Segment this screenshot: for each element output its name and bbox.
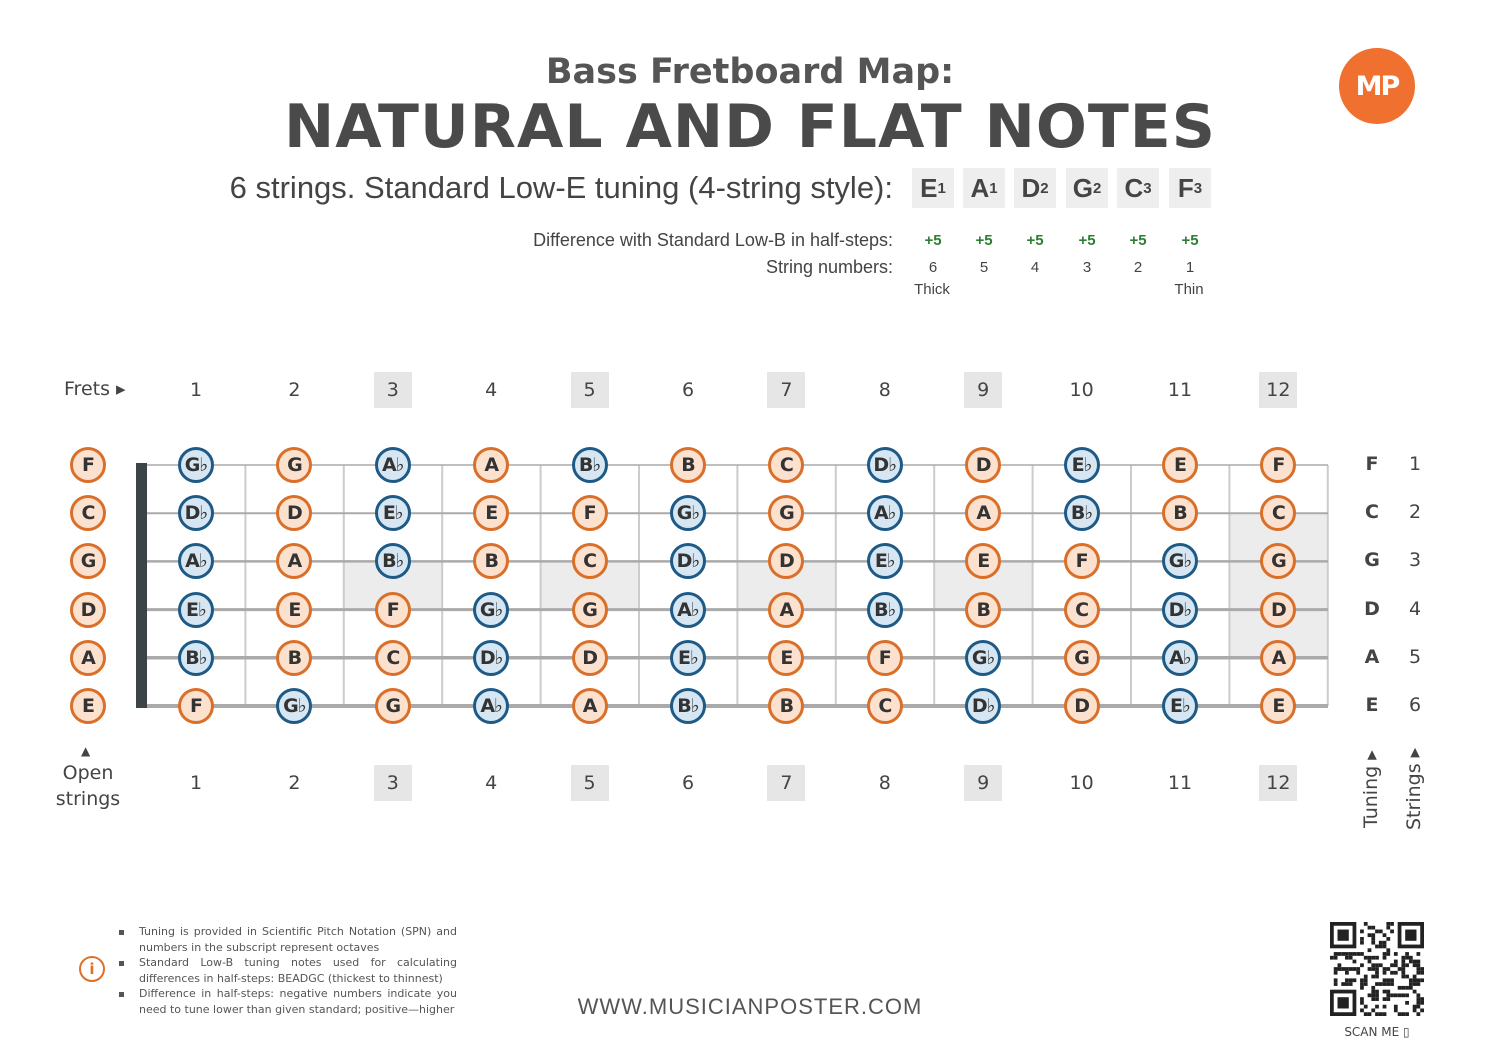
note-marker[interactable]: D [1260,592,1296,628]
note-marker[interactable]: E♭ [867,543,903,579]
page-title: NATURAL AND FLAT NOTES [284,92,1216,162]
note-marker[interactable]: D [276,495,312,531]
string-number-label: 4 [1408,597,1422,620]
note-marker[interactable]: A [276,543,312,579]
fret-number: 3 [374,372,412,408]
note-marker[interactable]: G [1064,640,1100,676]
note-marker[interactable]: G [572,592,608,628]
note-marker[interactable]: C [1260,495,1296,531]
note-marker[interactable]: C [375,640,411,676]
fret-number: 6 [681,772,695,794]
string-number: 5 [979,259,989,276]
note-marker[interactable]: A♭ [473,688,509,724]
double-inlay-12 [1229,513,1328,658]
fret-number: 11 [1167,772,1193,794]
note-marker[interactable]: A [572,688,608,724]
note-marker[interactable]: D♭ [867,447,903,483]
note-marker[interactable]: G [768,495,804,531]
open-label-line2: strings [55,788,121,810]
fret-number: 1 [189,772,203,794]
note-marker[interactable]: B♭ [375,543,411,579]
note-marker[interactable]: G♭ [1162,543,1198,579]
footer-note-item: Difference in half-steps: negative numbers indicate you need to tune lower than given standard; positive—higher [117,986,457,1017]
note-marker[interactable]: E♭ [670,640,706,676]
halfstep-diff: +5 [1181,232,1199,249]
note-marker[interactable]: F [867,640,903,676]
note-marker[interactable]: A [1260,640,1296,676]
note-marker[interactable]: E [276,592,312,628]
fret-number: 4 [485,772,498,794]
open-string-note[interactable]: D [70,592,106,628]
tuning-note-octave: 2 [1092,179,1102,197]
string-number-label: 3 [1408,549,1422,572]
fret-number: 6 [681,379,695,401]
note-marker[interactable]: G [276,447,312,483]
fret-number: 1 [189,379,203,401]
fret-number: 7 [767,765,805,801]
halfstep-diff: +5 [1078,232,1096,249]
tuning-label: 6 strings. Standard Low-E tuning (4-string style): [229,170,893,205]
note-marker[interactable]: E [1162,447,1198,483]
thick-label: Thick [914,281,950,298]
strings-vertical-label: Strings ▸ [1403,747,1425,830]
note-marker[interactable]: B♭ [867,592,903,628]
tuning-note-octave: 3 [1193,179,1203,197]
note-marker[interactable]: G [375,688,411,724]
string-tuning-label: A [1364,645,1380,668]
note-marker[interactable]: A [965,495,1001,531]
subtitle: Bass Fretboard Map: [545,52,955,92]
string-numbers-label: String numbers: [765,257,893,277]
fret-number: 4 [485,379,498,401]
note-marker[interactable]: A♭ [178,543,214,579]
fret-number: 9 [964,765,1002,801]
tuning-note-letter: D [1021,172,1041,203]
qr-code-icon[interactable] [1330,922,1424,1016]
note-marker[interactable]: C [572,543,608,579]
string-number: 2 [1133,259,1143,276]
note-marker[interactable]: E [965,543,1001,579]
note-marker[interactable]: A♭ [670,592,706,628]
tuning-note-octave: 1 [989,179,998,197]
note-marker[interactable]: A♭ [867,495,903,531]
note-marker[interactable]: B♭ [1064,495,1100,531]
note-marker[interactable]: D♭ [1162,592,1198,628]
string-tuning-label: E [1365,694,1379,716]
thin-label: Thin [1174,281,1204,298]
string-tuning-label: F [1365,453,1379,475]
note-marker[interactable]: B♭ [572,447,608,483]
tuning-vertical-label: Tuning ▸ [1360,750,1382,828]
open-string-note[interactable]: A [70,640,106,676]
note-marker[interactable]: E♭ [1162,688,1198,724]
open-strings-arrow-icon: ▲ [81,744,91,758]
tuning-note-octave: 3 [1143,179,1152,197]
note-marker[interactable]: C [867,688,903,724]
fret-number: 8 [878,772,891,794]
tuning-note-letter: G [1072,172,1093,203]
note-marker[interactable]: D [965,447,1001,483]
logo[interactable]: MP [1339,48,1415,124]
note-marker[interactable]: E♭ [178,592,214,628]
fret-number: 11 [1167,379,1193,401]
note-marker[interactable]: D♭ [178,495,214,531]
note-marker[interactable]: A♭ [375,447,411,483]
note-marker[interactable]: E [1260,688,1296,724]
fret-number: 8 [878,379,891,401]
note-marker[interactable]: E [473,495,509,531]
note-marker[interactable]: D [1064,688,1100,724]
note-marker[interactable]: B [670,447,706,483]
scan-me-label: SCAN ME ▯ [1344,1025,1410,1039]
fret-number: 3 [374,765,412,801]
info-icon: i [79,956,105,982]
note-marker[interactable]: A [768,592,804,628]
string-tuning-label: D [1364,597,1380,620]
note-marker[interactable]: C [1064,592,1100,628]
note-marker[interactable]: B♭ [670,688,706,724]
fret-number: 10 [1069,772,1094,794]
difference-label: Difference with Standard Low-B in half-steps: [533,230,893,250]
note-marker[interactable]: F [1260,447,1296,483]
note-marker[interactable]: D [572,640,608,676]
note-marker[interactable]: D♭ [473,640,509,676]
string-number-label: 1 [1408,453,1422,475]
footer-note-item: Standard Low-B tuning notes used for calculating differences in half-steps: BEADGC (thickest to thinnest) [117,955,457,986]
note-marker[interactable]: E♭ [375,495,411,531]
fret-number: 12 [1259,765,1297,801]
tuning-note-letter: A [970,172,990,203]
note-marker[interactable]: F [572,495,608,531]
note-marker[interactable]: G [1260,543,1296,579]
tuning-note-octave: 1 [937,179,946,197]
string-number-label: 5 [1408,645,1422,668]
footer-note-item: Tuning is provided in Scientific Pitch Notation (SPN) and numbers in the subscript represent octaves [117,924,457,955]
frets-label: Frets ▸ [64,378,126,400]
note-marker[interactable]: D♭ [965,688,1001,724]
fret-number: 10 [1069,379,1094,401]
note-marker[interactable]: G♭ [965,640,1001,676]
open-string-note[interactable]: F [70,447,106,483]
note-marker[interactable]: B [1162,495,1198,531]
open-string-note[interactable]: E [70,688,106,724]
note-marker[interactable]: A♭ [1162,640,1198,676]
string-number-label: 6 [1408,694,1422,716]
string-number-label: 2 [1408,501,1422,524]
nut [136,463,147,708]
fret-number: 12 [1259,372,1297,408]
string-number: 3 [1082,259,1092,276]
fret-number: 5 [571,765,609,801]
halfstep-diff: +5 [1129,232,1147,249]
note-marker[interactable]: F [1064,543,1100,579]
note-marker[interactable]: G♭ [670,495,706,531]
note-marker[interactable]: D♭ [670,543,706,579]
tuning-note-letter: C [1124,172,1144,203]
fret-number: 5 [571,372,609,408]
note-marker[interactable]: F [178,688,214,724]
note-marker[interactable]: B [276,640,312,676]
note-marker[interactable]: B [965,592,1001,628]
note-marker[interactable]: D [768,543,804,579]
note-marker[interactable]: G♭ [473,592,509,628]
open-string-note[interactable]: G [70,543,106,579]
string-number: 4 [1030,259,1040,276]
note-marker[interactable]: G♭ [178,447,214,483]
string-tuning-label: G [1364,549,1380,572]
tuning-note-octave: 2 [1040,179,1049,197]
fret-number: 9 [964,372,1002,408]
note-marker[interactable]: B♭ [178,640,214,676]
note-marker[interactable]: E♭ [1064,447,1100,483]
halfstep-diff: +5 [924,232,942,249]
website-link[interactable]: WWW.MUSICIANPOSTER.COM [577,994,923,1019]
string-number: 6 [928,259,938,276]
tuning-note-letter: E [920,172,938,203]
note-marker[interactable]: C [768,447,804,483]
fret-number: 2 [288,772,301,794]
note-marker[interactable]: B [768,688,804,724]
open-string-note[interactable]: C [70,495,106,531]
open-strings-label [48,760,128,812]
fret-number: 7 [767,372,805,408]
string-number: 1 [1185,259,1195,276]
halfstep-diff: +5 [1026,232,1044,249]
note-marker[interactable]: G♭ [276,688,312,724]
tuning-note-letter: F [1177,172,1194,203]
fret-number: 2 [288,379,301,401]
note-marker[interactable]: E [768,640,804,676]
halfstep-diff: +5 [975,232,993,249]
note-marker[interactable]: A [473,447,509,483]
string-tuning-label: C [1365,501,1379,524]
note-marker[interactable]: B [473,543,509,579]
note-marker[interactable]: F [375,592,411,628]
open-label-line1: Open [62,762,114,784]
